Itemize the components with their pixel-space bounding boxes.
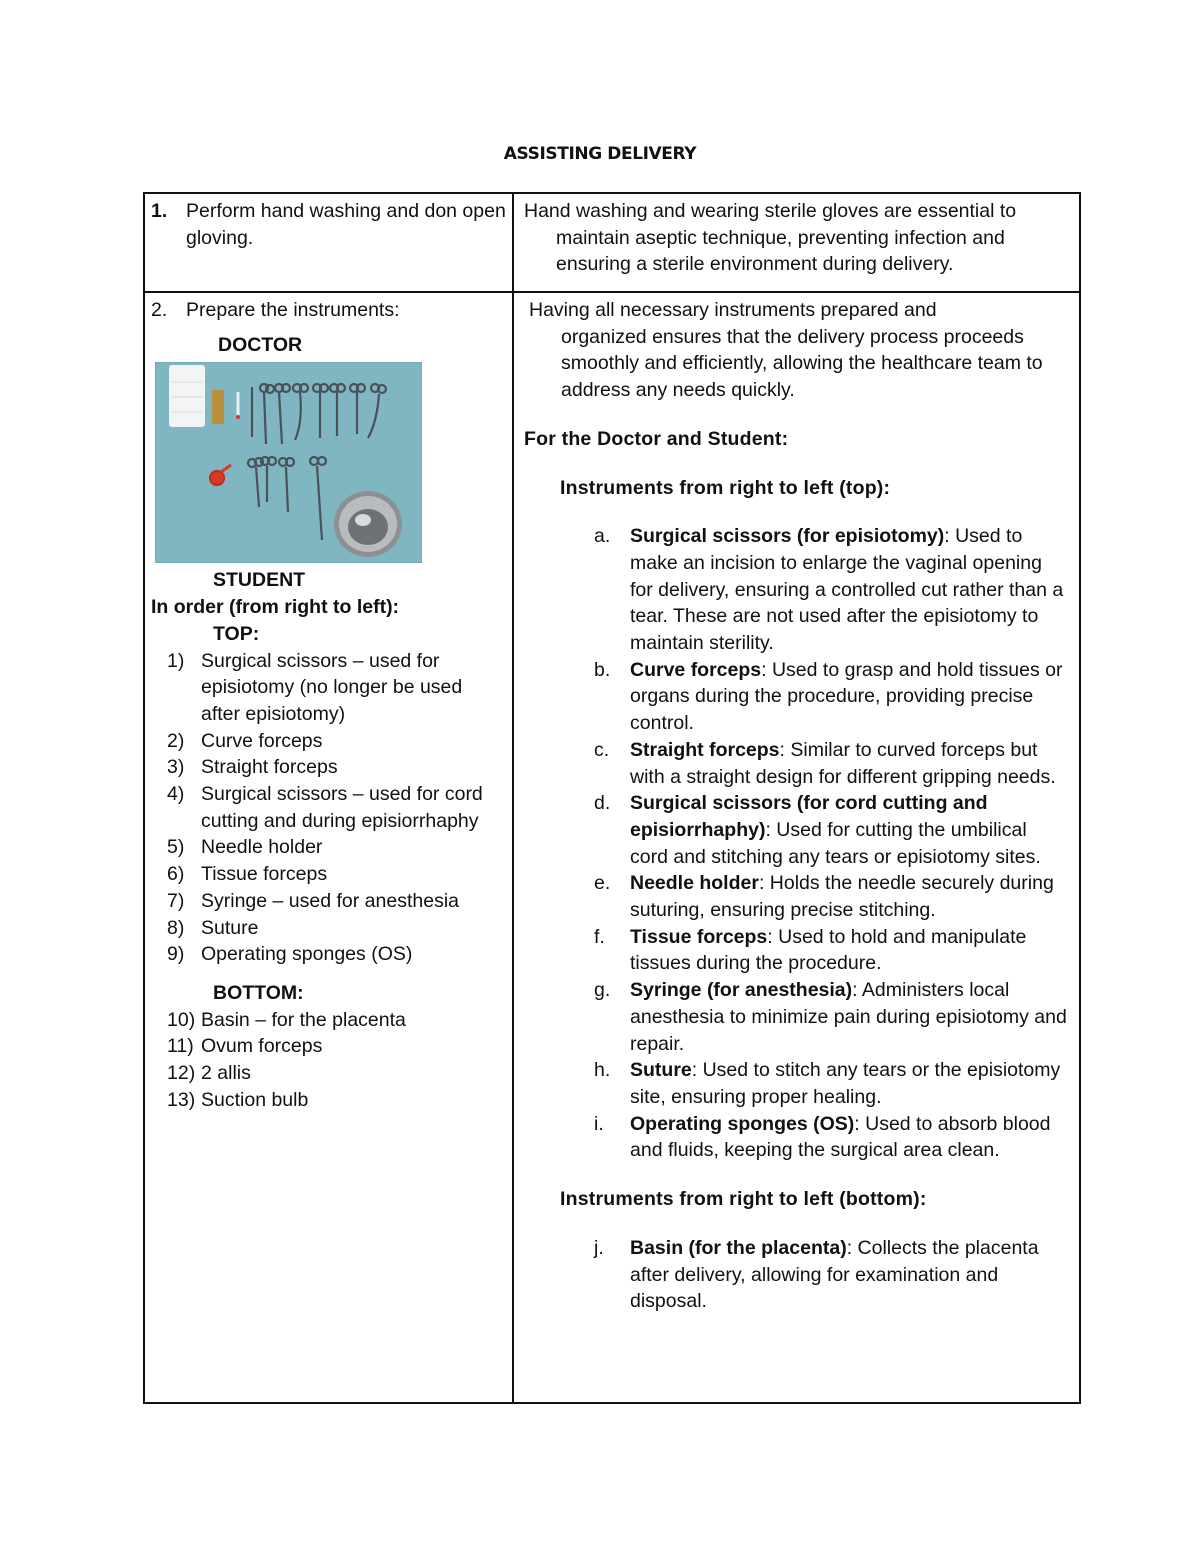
- list-item: [145, 1087, 512, 1114]
- item-letter: d.: [594, 792, 611, 815]
- list-item: [514, 870, 1079, 923]
- rationale-cell: [513, 193, 1080, 292]
- step-cell: [144, 193, 513, 292]
- item-number: 8): [167, 916, 185, 939]
- item-term: Basin (for the placenta): [630, 1236, 847, 1259]
- item-term: Surgical scissors (for cord cutting and episiorrhaphy): [630, 792, 988, 841]
- for-heading: For the Doctor and Student:: [524, 427, 789, 450]
- item-letter: h.: [594, 1059, 611, 1082]
- item-description: : Used for cutting the umbilical cord and stitching any tears or episiotomy sites.: [630, 818, 1041, 868]
- table-row: [144, 292, 1080, 1403]
- item-text: Basin – for the placenta: [201, 1008, 406, 1031]
- rationale-text-first: Hand washing and wearing sterile gloves are essential to: [524, 200, 1017, 222]
- item-term: Syringe (for anesthesia): [630, 979, 853, 1002]
- step-cell: [144, 292, 513, 1403]
- top-heading: Instruments from right to left (top):: [560, 476, 891, 499]
- item-term: Straight forceps: [630, 738, 780, 761]
- list-item: [145, 754, 512, 781]
- list-item: [145, 781, 512, 834]
- list-item: [514, 737, 1079, 790]
- item-term: Operating sponges (OS): [630, 1112, 855, 1135]
- item-number: 3): [167, 756, 185, 779]
- item-number: 10): [167, 1008, 196, 1031]
- list-item: [145, 888, 512, 915]
- item-term: Needle holder: [630, 872, 759, 895]
- item-number: 13): [167, 1088, 196, 1111]
- basin: [334, 491, 402, 557]
- item-text: Ovum forceps: [201, 1035, 323, 1058]
- student-label: STUDENT: [213, 569, 306, 592]
- list-item: [514, 523, 1079, 657]
- item-letter: i.: [594, 1112, 604, 1135]
- list-item: [145, 1060, 512, 1087]
- list-item: [145, 1007, 512, 1034]
- item-text: Needle holder: [201, 836, 323, 859]
- item-description: : Collects the placenta after delivery, allowing for examination and disposal.: [630, 1236, 1039, 1313]
- item-number: 6): [167, 863, 185, 886]
- item-number: 1): [167, 649, 185, 672]
- item-number: 7): [167, 889, 185, 912]
- item-term: Curve forceps: [630, 658, 762, 681]
- page-title: ASSISTING DELIVERY: [503, 144, 697, 164]
- bottom-heading: Instruments from right to left (bottom):: [560, 1188, 927, 1211]
- item-text: Straight forceps: [201, 756, 338, 779]
- item-term: Tissue forceps: [630, 925, 768, 948]
- item-description: : Used to stitch any tears or the episiotomy site, ensuring proper healing.: [630, 1059, 1061, 1108]
- item-number: 12): [167, 1062, 196, 1085]
- order-label: In order (from right to left):: [151, 596, 400, 619]
- item-description: : Administers local anesthesia to minimize pain during episiotomy and repair.: [630, 979, 1067, 1055]
- item-description: : Similar to curved forceps but with a straight design for different gripping needs.: [630, 738, 1056, 788]
- item-letter: e.: [594, 872, 611, 895]
- suture-pack: [212, 390, 224, 424]
- item-term: Surgical scissors (for episiotomy): [630, 525, 945, 548]
- item-number: 4): [167, 783, 185, 806]
- rationale-text-first: Having all necessary instruments prepared and: [529, 299, 937, 321]
- list-item: [514, 1057, 1079, 1110]
- list-item: [514, 1235, 1079, 1315]
- item-description: : Used to absorb blood and fluids, keeping the surgical area clean.: [630, 1112, 1051, 1162]
- item-letter: c.: [594, 738, 610, 761]
- top-instrument-list: [145, 648, 512, 968]
- step-text: Perform hand washing and don open gloving.: [186, 200, 506, 249]
- item-text: Curve forceps: [201, 729, 323, 752]
- item-description: : Used to grasp and hold tissues or organs during the procedure, providing precise control.: [630, 658, 1063, 735]
- step-number: 1.: [151, 200, 168, 222]
- step-number: 2.: [151, 299, 168, 321]
- procedure-table: [143, 192, 1081, 1404]
- top-label: TOP:: [213, 622, 260, 645]
- list-item: [514, 790, 1079, 870]
- item-number: 2): [167, 729, 185, 752]
- item-letter: b.: [594, 658, 611, 681]
- rationale-cell: [513, 292, 1080, 1403]
- list-item: [514, 1111, 1079, 1164]
- list-item: [145, 834, 512, 861]
- rationale-text-rest: maintain aseptic technique, preventing infection and ensuring a sterile environment during delivery.: [556, 226, 1005, 276]
- item-description: : Used to hold and manipulate tissues during the procedure.: [630, 925, 1027, 975]
- list-item: [514, 657, 1079, 737]
- item-text: Surgical scissors – used for cord cutting and during episiorrhaphy: [201, 783, 483, 832]
- instruments-photo: [155, 362, 422, 563]
- top-description-list: [514, 523, 1079, 1164]
- bottom-description-list: [514, 1235, 1079, 1315]
- table-row: [144, 193, 1080, 292]
- item-number: 11): [167, 1035, 194, 1058]
- bottom-instrument-list: [145, 1007, 512, 1114]
- list-item: [145, 728, 512, 755]
- item-letter: f.: [594, 925, 605, 948]
- list-item: [145, 1033, 512, 1060]
- rationale-text-rest: organized ensures that the delivery process proceeds smoothly and efficiently, allowing the healthcare team to address any needs quickly.: [561, 325, 1043, 402]
- item-text: Suction bulb: [201, 1088, 309, 1111]
- item-text: Syringe – used for anesthesia: [201, 889, 459, 912]
- item-text: Suture: [201, 916, 259, 939]
- item-letter: j.: [594, 1236, 604, 1259]
- item-text: Tissue forceps: [201, 863, 328, 886]
- list-item: [514, 977, 1079, 1057]
- list-item: [145, 861, 512, 888]
- item-description: : Used to make an incision to enlarge the vaginal opening for delivery, ensuring a controlled cut rather than a tear. These are not used after the episiotomy to maintain sterility.: [630, 525, 1064, 655]
- operating-sponges: [169, 365, 205, 427]
- list-item: [145, 915, 512, 942]
- item-text: Operating sponges (OS): [201, 943, 413, 966]
- list-item: [514, 924, 1079, 977]
- bottom-label: BOTTOM:: [213, 981, 304, 1004]
- step-text: Prepare the instruments:: [186, 299, 400, 321]
- item-number: 9): [167, 943, 185, 966]
- item-text: Surgical scissors – used for episiotomy (no longer be used after episiotomy): [201, 649, 463, 725]
- item-text: 2 allis: [201, 1062, 251, 1085]
- item-letter: g.: [594, 979, 611, 1002]
- list-item: [145, 941, 512, 968]
- list-item: [145, 648, 512, 728]
- item-letter: a.: [594, 525, 611, 548]
- doctor-label: DOCTOR: [218, 333, 303, 356]
- item-number: 5): [167, 836, 185, 859]
- item-description: : Holds the needle securely during suturing, ensuring precise stitching.: [630, 872, 1054, 922]
- item-term: Suture: [630, 1059, 692, 1082]
